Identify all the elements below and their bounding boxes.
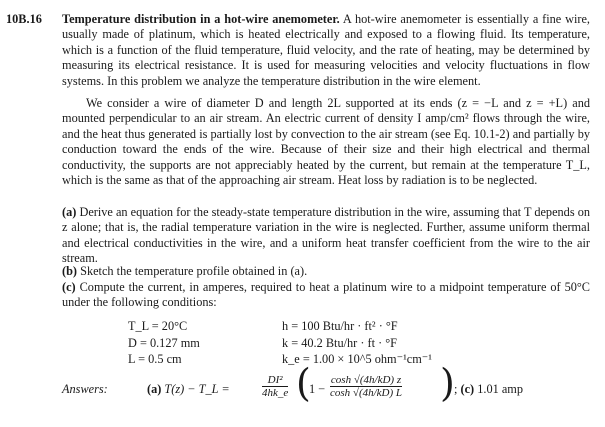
part-a-label: (a) xyxy=(62,205,77,219)
condition-k: k = 40.2 Btu/hr · ft · °F xyxy=(282,335,398,350)
part-b-label: (b) xyxy=(62,264,78,278)
problem-paragraph-2 xyxy=(62,96,590,188)
condition-h: h = 100 Btu/hr · ft² · °F xyxy=(282,319,398,333)
paragraph-2-text: We consider a wire of diameter D and length 2L supported at its ends (z = −L and z = +L) and mounted perpendicular to an air stream. An electric current of density I amp/cm² flows through the wire, and the heat thus generated is partially lost by convection to the air stream (see Eq. 10.1-2) and partially by conduction toward the ends of the wire. Because of their size and their high electrical and thermal conductivity, the supports are not appreciably heated by the current, but remain at the temperature T_L, which is the same as that of the approaching air stream. Heat loss by radiation is to be neglected. xyxy=(62,96,590,188)
answer-a-label: (a) xyxy=(147,382,162,396)
answers-label: Answers: xyxy=(62,382,108,396)
condition-d: D = 0.127 mm xyxy=(128,335,200,350)
left-paren: ( xyxy=(296,361,311,405)
part-c-label: (c) xyxy=(62,280,76,294)
part-a-text: Derive an equation for the steady-state temperature distribution in the wire, assuming that T depends on z alone; that is, the radial temperature variation in the wire is neglected. Further, assume uniform thermal and electrical conductivities in the wire, and a uniform heat transfer coefficient from the wire to the air stream. xyxy=(62,205,590,266)
problem-intro xyxy=(62,12,590,89)
condition-l: L = 0.5 cm xyxy=(128,352,182,366)
condition-tl: T_L = 20°C xyxy=(128,319,188,333)
part-c xyxy=(62,280,590,311)
right-paren: ) xyxy=(440,361,455,405)
answer-a-lhs xyxy=(147,382,230,397)
part-b-text: Sketch the temperature profile obtained in (a). xyxy=(80,264,308,278)
coefficient-denominator: 4hk_e xyxy=(262,387,289,399)
part-c-text: Compute the current, in amperes, required to heat a platinum wire to a midpoint temperature of 50°C under the following conditions: xyxy=(62,280,590,310)
cosh-denominator: cosh √(4h/kD) L xyxy=(330,387,403,399)
cosh-numerator: cosh √(4h/kD) z xyxy=(330,374,402,386)
coefficient-numerator: DI² xyxy=(267,374,283,386)
part-b xyxy=(62,264,590,279)
intro-text: A hot-wire anemometer is essentially a fine wire, usually made of platinum, which is heated electrically and exposed to a flowing fluid. Its temperature, which is a function of the fluid temperature, fluid velocity, and the rate of heating, may be determined by measuring its electrical resistance. It is used for measuring velocities and velocity fluctuations in flow systems. In this problem we analyze the temperature distribution in the wire element. xyxy=(62,12,590,88)
one-minus: 1 − xyxy=(309,382,326,396)
answer-a-expression: T(z) − T_L = xyxy=(164,382,230,396)
problem-number: 10B.16 xyxy=(6,12,42,26)
cosh-fraction xyxy=(330,374,402,399)
coefficient-fraction xyxy=(262,374,288,399)
answer-c-label: (c) xyxy=(460,382,475,396)
answer-c-value: 1.01 amp xyxy=(477,382,523,396)
problem-title: Temperature distribution in a hot-wire anemometer. xyxy=(62,12,340,26)
part-a xyxy=(62,205,590,267)
condition-ke: k_e = 1.00 × 10^5 ohm⁻¹cm⁻¹ xyxy=(282,352,432,366)
conditions-left xyxy=(128,318,200,368)
answer-c: ; (c) 1.01 amp xyxy=(454,382,523,396)
